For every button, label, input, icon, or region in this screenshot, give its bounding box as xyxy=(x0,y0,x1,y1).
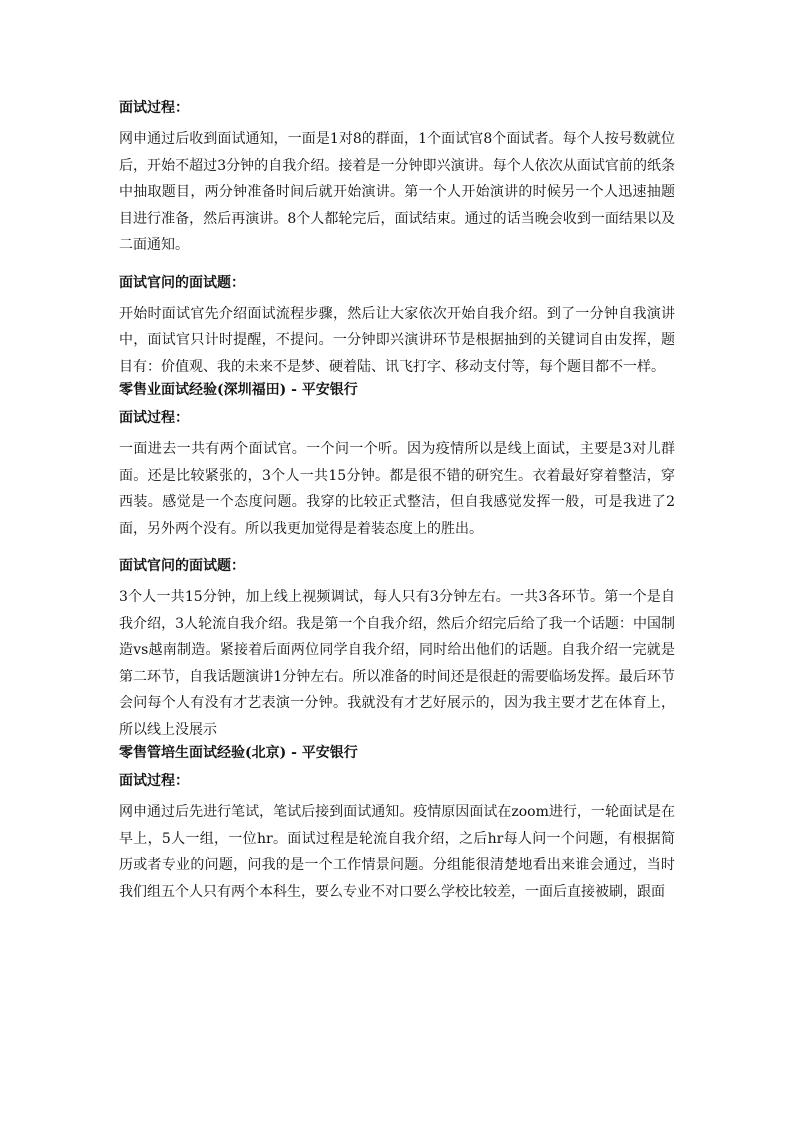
article-title-beijing: 零售管培生面试经验(北京) - 平安银行 xyxy=(119,745,358,761)
paragraph-questions-2: 3个人一共15分钟，加上线上视频调试，每人只有3分钟左右。一共3各环节。第一个是自我介绍，3人轮流自我介绍。我是第一个自我介绍，然后介绍完后给了我一个话题：中国制造vs越南制造。紧接着后面两位同学自我介绍，同时给出他们的话题。自我介绍一完就是第二环节，自我话题演讲1分钟左右。所以准备的时间还是很赶的需要临场发挥。最后环节会问每个人有没有才艺表演一分钟。我就没有才艺好展示的，因为我主要才艺在体育上，所以线上没展示 xyxy=(119,589,675,738)
paragraph-process-3: 网申通过后先进行笔试，笔试后接到面试通知。疫情原因面试在zoom进行，一轮面试是在早上，5人一组，一位hr。面试过程是轮流自我介绍，之后hr每人问一个问题，有根据简历或者专业的问题，问我的是一个工作情景问题。分组能很清楚地看出来谁会通过，当时我们组五个人只有两个本科生，要么专业不对口要么学校比较差，一面后直接被刷，跟面 xyxy=(119,804,675,900)
section-heading-process-1: 面试过程： xyxy=(119,100,189,116)
paragraph-questions-1: 开始时面试官先介绍面试流程步骤，然后让大家依次开始自我介绍。到了一分钟自我演讲中，面试官只计时提醒，不提问。一分钟即兴演讲环节是根据抽到的关键词自由发挥，题目有：价值观、我的未来不是梦、硬着陆、讯飞打字、移动支付等，每个题目都不一样。 xyxy=(119,305,675,375)
article-title-shenzhen: 零售业面试经验(深圳福田) - 平安银行 xyxy=(119,382,358,398)
section-heading-questions-2: 面试官问的面试题： xyxy=(119,558,245,574)
paragraph-process-1: 网申通过后收到面试通知，一面是1对8的群面，1个面试官8个面试者。每个人按号数就位后，开始不超过3分钟的自我介绍。接着是一分钟即兴演讲。每个人依次从面试官前的纸条中抽取题目，两分钟准备时间后就开始演讲。第一个人开始演讲的时候另一个人迅速抽题目进行准备，然后再演讲。8个人都轮完后，面试结束。通过的话当晚会收到一面结果以及二面通知。 xyxy=(119,131,675,253)
section-heading-process-2: 面试过程： xyxy=(119,410,189,426)
section-heading-process-3: 面试过程： xyxy=(119,773,189,789)
section-heading-questions-1: 面试官问的面试题： xyxy=(119,274,245,291)
paragraph-process-2: 一面进去一共有两个面试官。一个问一个听。因为疫情所以是线上面试，主要是3对儿群面。还是比较紧张的，3个人一共15分钟。都是很不错的研究生。衣着最好穿着整洁，穿西装。感觉是一个态度问题。我穿的比较正式整洁，但自我感觉发挥一般，可是我进了2面，另外两个没有。所以我更加觉得是着装态度上的胜出。 xyxy=(119,441,675,537)
document-page xyxy=(119,98,675,905)
